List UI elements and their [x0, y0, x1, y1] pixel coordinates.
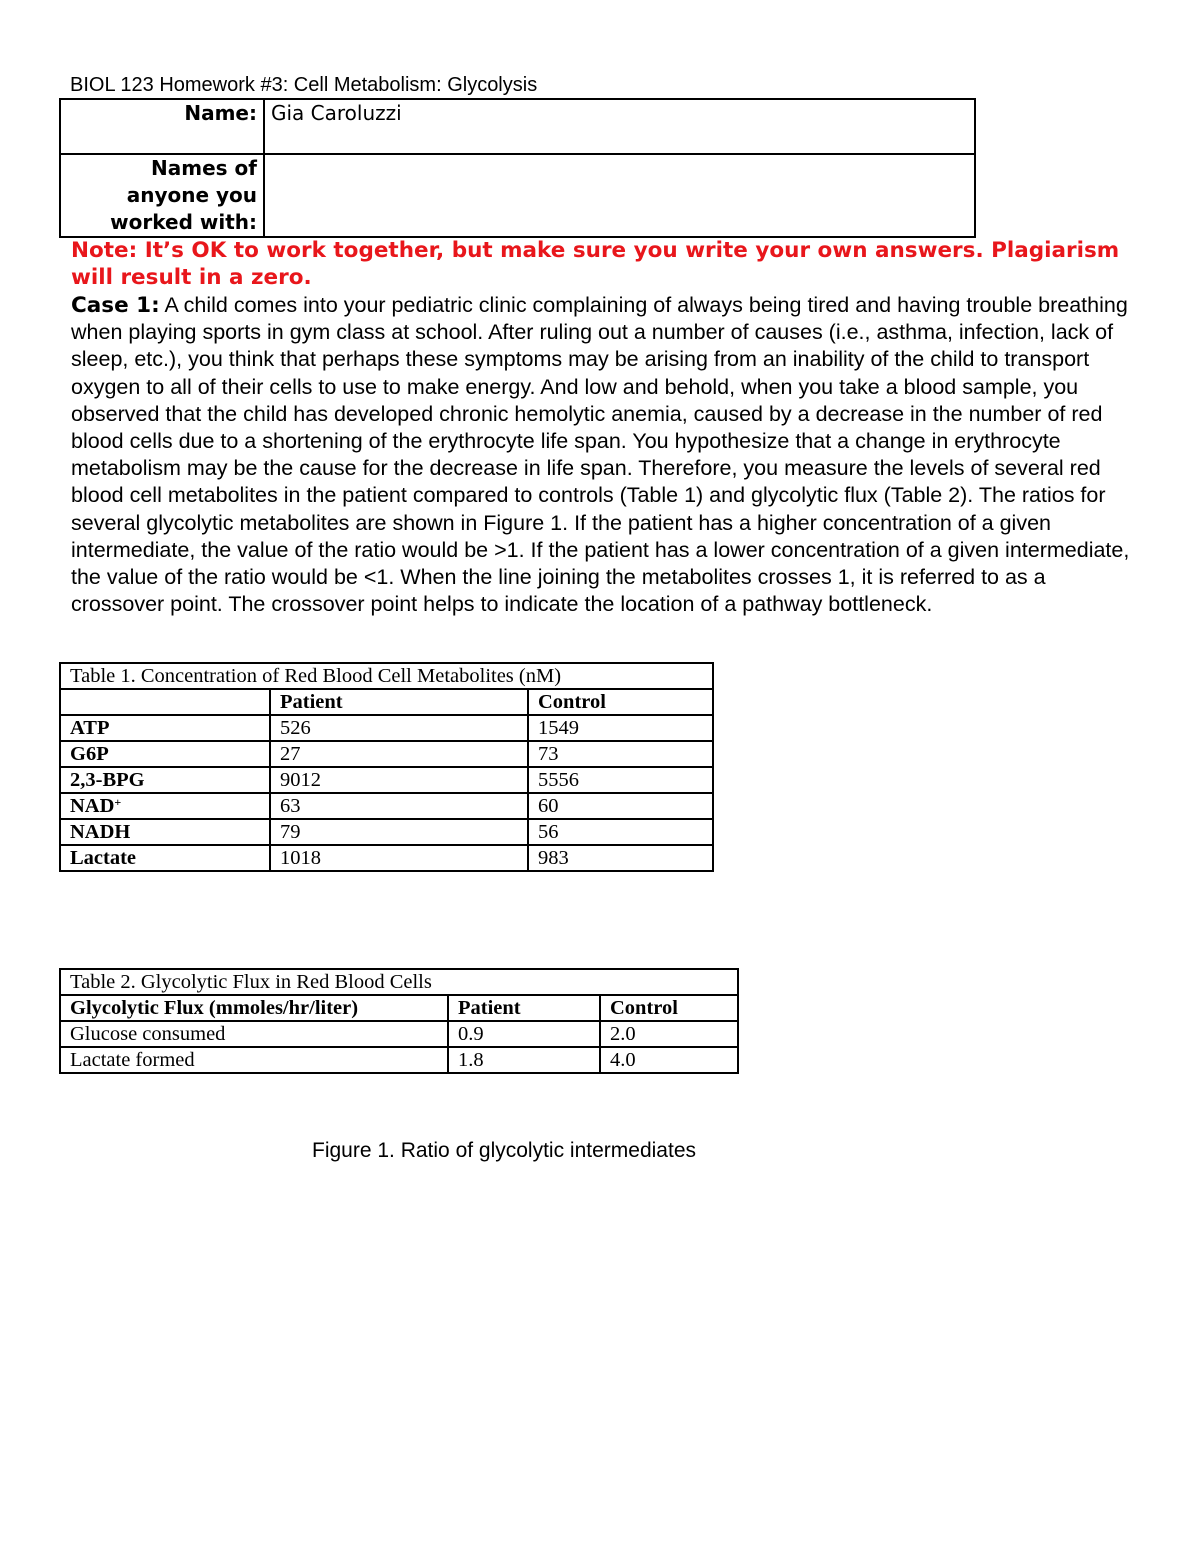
patient-value: 526 — [270, 715, 528, 741]
table-row — [60, 767, 713, 793]
case-1-text: A child comes into your pediatric clinic complaining of always being tired and having trouble breathing when playing sports in gym class at school. After ruling out a number of causes (i.e., asthma, infection, lack of sleep, etc.), you think that perhaps these symptoms may be arising from an inability of the child to transport oxygen to all of their cells to use to make energy. And low and behold, when you take a blood sample, you observed that the child has developed chronic hemolytic anemia, caused by a decrease in the number of red blood cells due to a shortening of the erythrocyte life span. You hypothesize that a change in erythrocyte metabolism may be the cause for the decrease in life span. Therefore, you measure the levels of several red blood cell metabolites in the patient compared to controls (Table 1) and glycolytic flux (Table 2). The ratios for several glycolytic metabolites are shown in Figure 1. If the patient has a higher concentration of a given intermediate, the value of the ratio would be >1. If the patient has a lower concentration of a given intermediate, the value of the ratio would be <1. When the line joining the metabolites crosses 1, it is referred to as a crossover point. The crossover point helps to indicate the location of a pathway bottleneck. — [71, 293, 1130, 617]
name-field[interactable]: Gia Caroluzzi — [264, 99, 975, 154]
table-row — [60, 793, 713, 819]
patient-value: 1.8 — [448, 1047, 600, 1073]
table-row — [60, 819, 713, 845]
row-label: ATP — [60, 715, 270, 741]
row-label-superscript: + — [114, 795, 122, 809]
control-value: 5556 — [528, 767, 713, 793]
patient-value: 9012 — [270, 767, 528, 793]
student-info-table — [59, 98, 976, 238]
figure-1-caption: Figure 1. Ratio of glycolytic intermediates — [312, 1139, 696, 1162]
control-value: 56 — [528, 819, 713, 845]
table-2-header-control: Control — [600, 995, 738, 1021]
row-label: NADH — [60, 819, 270, 845]
table-1-header-patient: Patient — [270, 689, 528, 715]
table-row — [60, 1021, 738, 1047]
worked-with-field[interactable] — [264, 154, 975, 237]
table-row — [60, 715, 713, 741]
table-row — [60, 845, 713, 871]
row-label: Glucose consumed — [60, 1021, 448, 1047]
row-label: Lactate — [60, 845, 270, 871]
row-label: Lactate formed — [60, 1047, 448, 1073]
control-value: 60 — [528, 793, 713, 819]
case-1-paragraph — [71, 292, 1131, 618]
case-1-lead: Case 1: — [71, 293, 160, 318]
patient-value: 27 — [270, 741, 528, 767]
control-value: 4.0 — [600, 1047, 738, 1073]
table-2-header-flux: Glycolytic Flux (mmoles/hr/liter) — [60, 995, 448, 1021]
name-label: Name: — [60, 99, 264, 154]
control-value: 983 — [528, 845, 713, 871]
control-value: 2.0 — [600, 1021, 738, 1047]
table-2-header-patient: Patient — [448, 995, 600, 1021]
table-1-header-blank — [60, 689, 270, 715]
row-label-text: NAD — [70, 795, 115, 817]
document-title: BIOL 123 Homework #3: Cell Metabolism: Glycolysis — [70, 74, 538, 96]
control-value: 1549 — [528, 715, 713, 741]
patient-value: 63 — [270, 793, 528, 819]
table-2-glycolytic-flux — [59, 968, 739, 1074]
patient-value: 0.9 — [448, 1021, 600, 1047]
patient-value: 79 — [270, 819, 528, 845]
table-1-metabolites — [59, 662, 714, 872]
table-row — [60, 741, 713, 767]
patient-value: 1018 — [270, 845, 528, 871]
row-label: 2,3-BPG — [60, 767, 270, 793]
worked-with-label: Names of anyone you worked with: — [60, 154, 264, 237]
table-2-caption: Table 2. Glycolytic Flux in Red Blood Cells — [60, 969, 738, 995]
plagiarism-note: Note: It’s OK to work together, but make sure you write your own answers. Plagiarism will result in a zero. — [71, 238, 1120, 290]
row-label: G6P — [60, 741, 270, 767]
row-label — [60, 793, 270, 819]
table-row — [60, 1047, 738, 1073]
table-1-caption: Table 1. Concentration of Red Blood Cell Metabolites (nM) — [60, 663, 713, 689]
control-value: 73 — [528, 741, 713, 767]
table-1-header-control: Control — [528, 689, 713, 715]
